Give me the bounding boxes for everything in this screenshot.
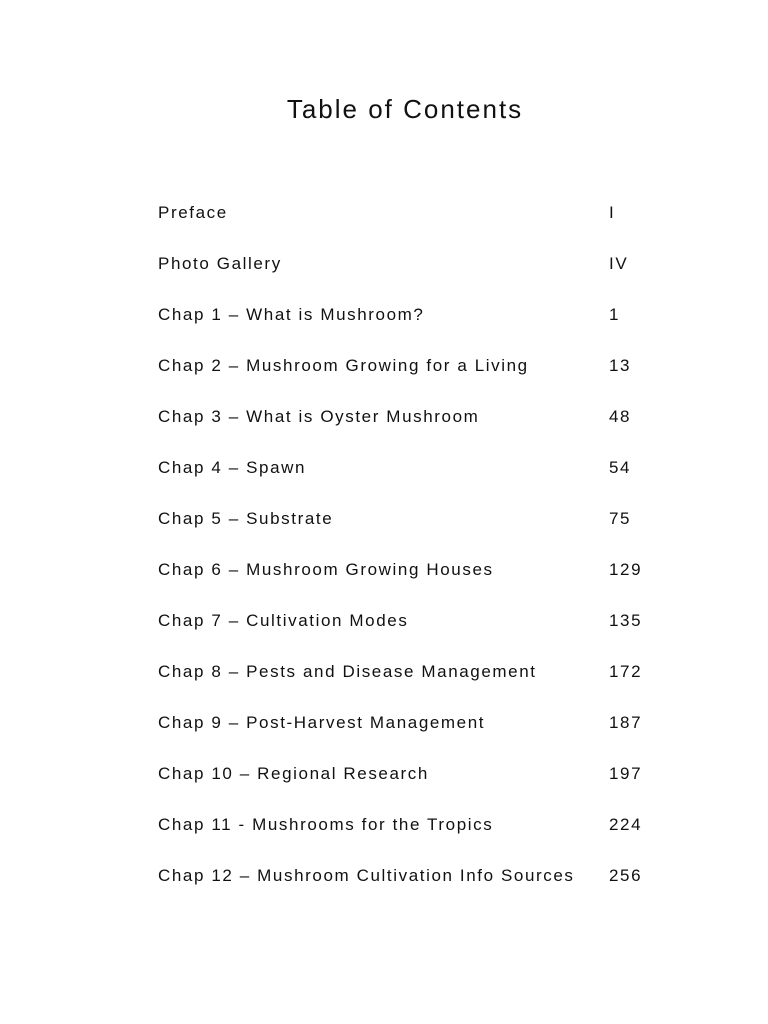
toc-entry-title: Preface	[158, 203, 228, 222]
toc-entry-page-number: 1	[609, 305, 621, 324]
table-of-contents	[158, 203, 678, 917]
toc-entry-page-number: 54	[609, 458, 632, 477]
toc-entry-page-number: 172	[609, 662, 643, 681]
toc-entry-chap-12	[158, 866, 678, 917]
toc-entry-page-number: 224	[609, 815, 643, 834]
toc-entry-chap-5	[158, 509, 678, 560]
toc-entry-chap-1	[158, 305, 678, 356]
toc-entry-title: Chap 1 – What is Mushroom?	[158, 305, 425, 324]
toc-entry-chap-11	[158, 815, 678, 866]
toc-entry-title: Chap 4 – Spawn	[158, 458, 307, 477]
toc-entry-page-number: 256	[609, 866, 643, 885]
toc-entry-chap-6	[158, 560, 678, 611]
toc-entry-chap-9	[158, 713, 678, 764]
toc-entry-preface	[158, 203, 678, 254]
toc-entry-page-number: IV	[609, 254, 629, 273]
toc-entry-page-number: 187	[609, 713, 643, 732]
toc-entry-page-number: 75	[609, 509, 632, 528]
toc-entry-title: Chap 5 – Substrate	[158, 509, 334, 528]
toc-entry-chap-3	[158, 407, 678, 458]
page-title: Table of Contents	[286, 94, 524, 124]
toc-entry-title: Chap 7 – Cultivation Modes	[158, 611, 409, 630]
toc-entry-page-number: 48	[609, 407, 632, 426]
toc-entry-page-number: I	[609, 203, 616, 222]
toc-entry-photo-gallery	[158, 254, 678, 305]
toc-entry-page-number: 135	[609, 611, 643, 630]
toc-entry-chap-2	[158, 356, 678, 407]
toc-entry-page-number: 13	[609, 356, 632, 375]
toc-entry-title: Chap 3 – What is Oyster Mushroom	[158, 407, 480, 426]
toc-entry-page-number: 129	[609, 560, 643, 579]
toc-entry-title: Chap 11 - Mushrooms for the Tropics	[158, 815, 494, 834]
toc-entry-title: Chap 8 – Pests and Disease Management	[158, 662, 537, 681]
toc-entry-title: Chap 6 – Mushroom Growing Houses	[158, 560, 494, 579]
toc-entry-title: Chap 2 – Mushroom Growing for a Living	[158, 356, 529, 375]
toc-entry-title: Chap 9 – Post-Harvest Management	[158, 713, 486, 732]
toc-entry-title: Photo Gallery	[158, 254, 282, 273]
toc-entry-chap-10	[158, 764, 678, 815]
toc-entry-chap-7	[158, 611, 678, 662]
toc-entry-title: Chap 12 – Mushroom Cultivation Info Sources	[158, 866, 575, 885]
toc-entry-title: Chap 10 – Regional Research	[158, 764, 429, 783]
toc-entry-page-number: 197	[609, 764, 643, 783]
toc-entry-chap-8	[158, 662, 678, 713]
toc-entry-chap-4	[158, 458, 678, 509]
